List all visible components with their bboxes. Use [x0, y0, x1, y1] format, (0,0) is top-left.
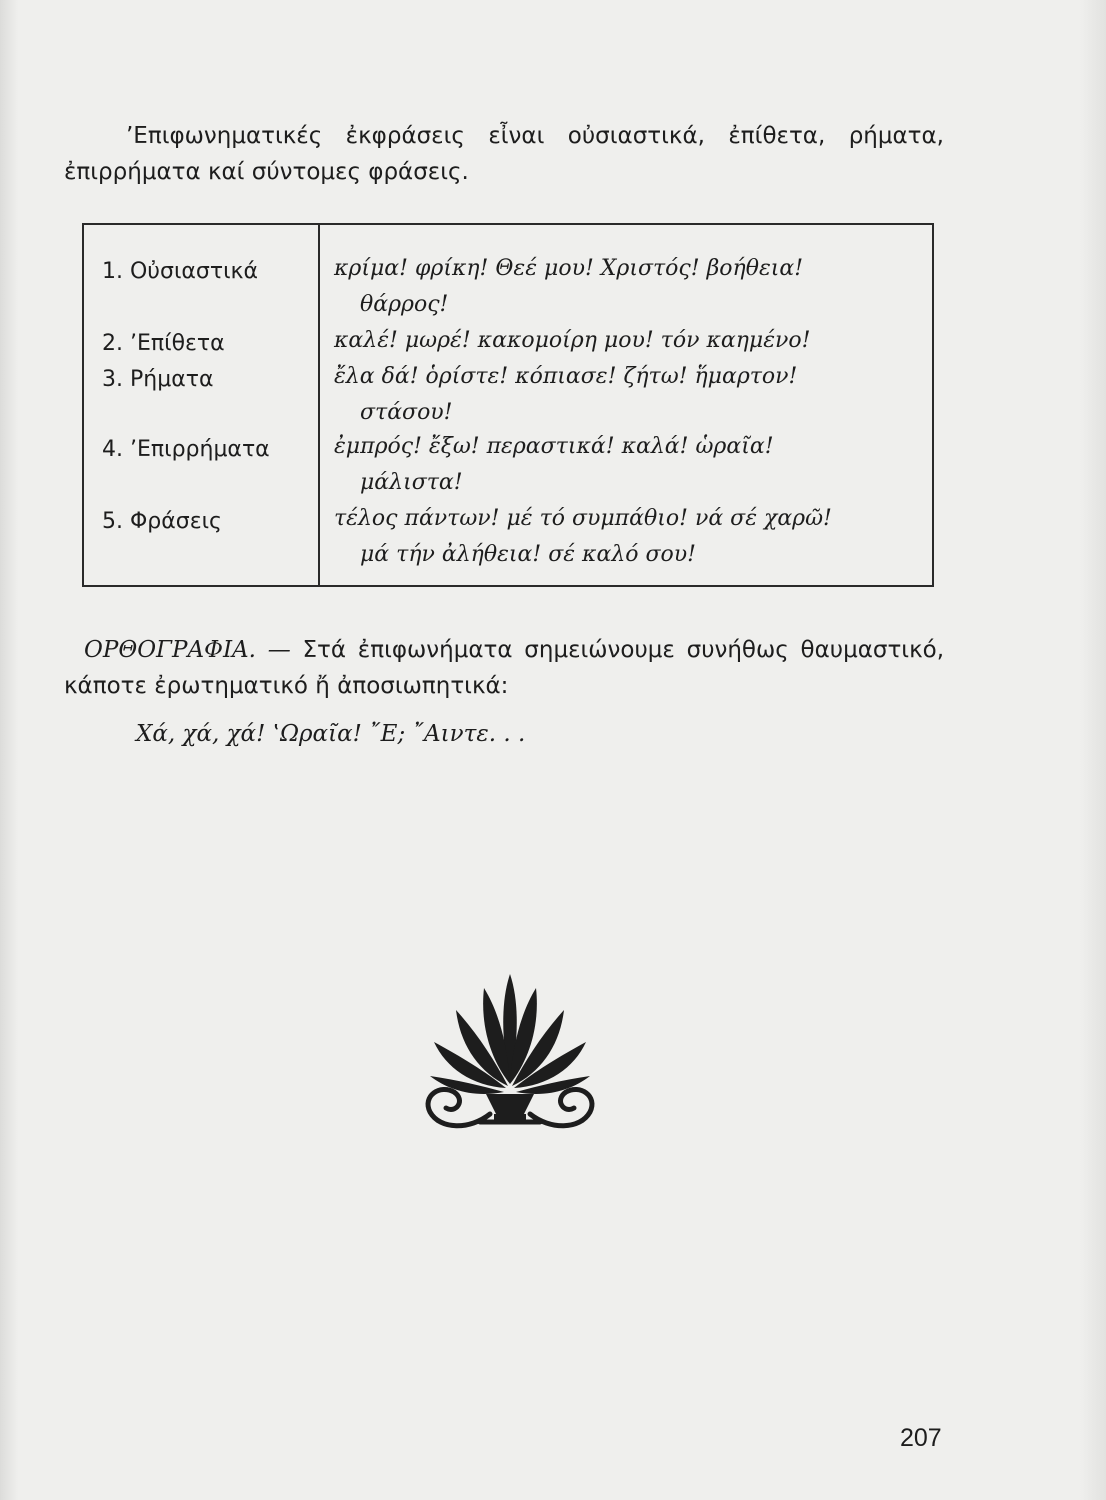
examples-line: μά τήν ἀλήθεια! σέ καλό σου!: [360, 542, 696, 567]
category-label: 1. Οὐσιαστικά: [102, 259, 259, 284]
examples-line: μάλιστα!: [360, 470, 463, 495]
interjection-table: [82, 223, 934, 587]
examples-cell: [334, 359, 924, 431]
category-label: 4. ’Επιρρήματα: [102, 437, 270, 462]
examples-cell: [334, 323, 924, 359]
examples-line: ἔλα δά! ὁρίστε! κόπιασε! ζήτω! ἥμαρτον!: [334, 364, 798, 389]
category-label: 5. Φράσεις: [102, 509, 222, 534]
orthography-paragraph: [64, 632, 944, 704]
page-number: 207: [900, 1424, 942, 1452]
palmette-ornament-icon: [410, 964, 610, 1164]
examples-cell: [334, 251, 924, 323]
category-label: 2. ’Επίθετα: [102, 331, 225, 356]
orthography-examples: Χά, χά, χά! ‛Ωραῖα! ῎Ε; ῎Αιντε. . .: [136, 721, 526, 747]
examples-line: κρίμα! φρίκη! Θεέ μου! Χριστός! βοήθεια!: [334, 256, 804, 281]
orthography-text: Στά ἐπιφωνήματα σημειώνουμε συνήθως θαυμαστικό, κάποτε ἐρωτηματικό ἤ ἀποσιωπητικά:: [64, 637, 945, 699]
orthography-heading: ΟΡΘΟΓΡΑΦΙΑ. —: [84, 637, 291, 663]
examples-line: καλέ! μωρέ! κακομοίρη μου! τόν καημένο!: [334, 328, 811, 353]
examples-line: στάσου!: [360, 400, 453, 425]
intro-paragraph: ’Επιφωνηματικές ἐκφράσεις εἶναι οὐσιαστικά, ἐπίθετα, ρήματα, ἐπιρρήματα καί σύντομες φράσεις.: [64, 123, 944, 185]
examples-line: τέλος πάντων! μέ τό συμπάθιο! νά σέ χαρῶ!: [334, 506, 832, 531]
category-label: 3. Ρήματα: [102, 367, 214, 392]
examples-line: θάρρος!: [360, 292, 449, 317]
examples-cell: [334, 429, 924, 501]
table-divider: [318, 225, 320, 585]
examples-line: ἐμπρός! ἔξω! περαστικά! καλά! ὡραῖα!: [334, 434, 774, 459]
examples-cell: [334, 501, 924, 573]
